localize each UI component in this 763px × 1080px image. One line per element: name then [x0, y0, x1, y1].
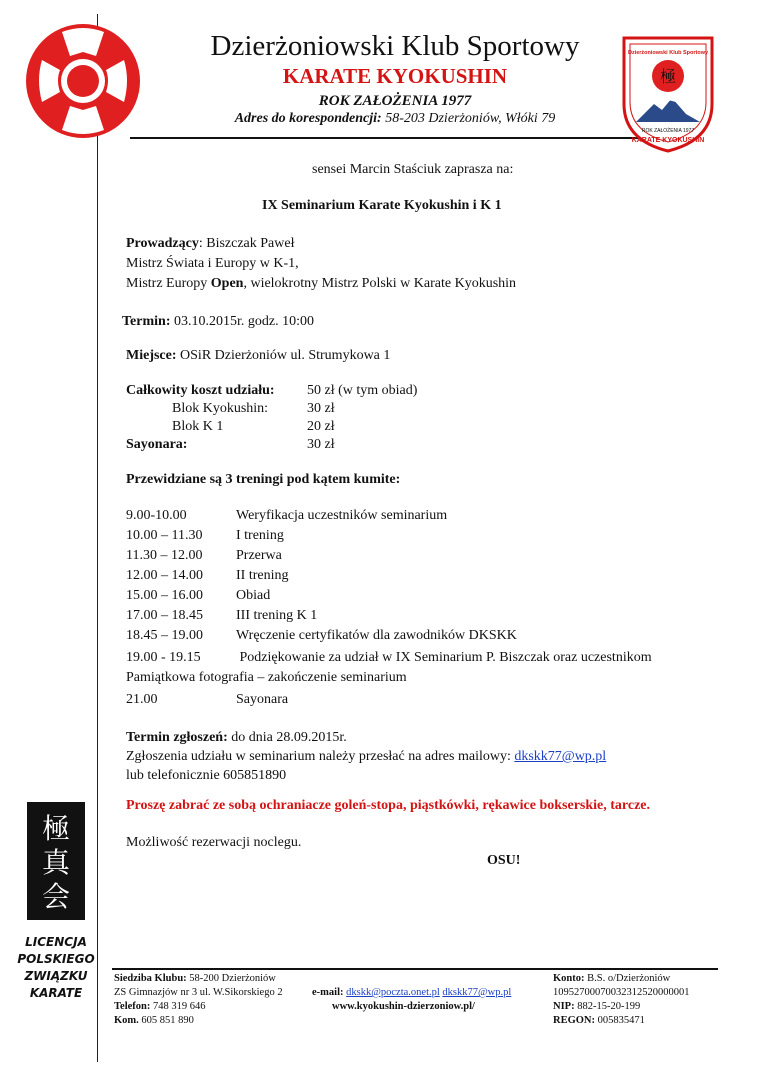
schedule-row [126, 650, 652, 666]
svg-text:Dzierżoniowski Klub Sportowy: Dzierżoniowski Klub Sportowy [627, 50, 709, 56]
license-line: ZWIĄZKU [24, 969, 88, 983]
leader-title-2a: Mistrz Europy [126, 276, 211, 291]
cost-sayonara-label: Sayonara: [126, 437, 188, 452]
deadline-block [126, 728, 606, 785]
mobile-value: 605 851 890 [138, 1015, 194, 1026]
equipment-warning: Proszę zabrać ze sobą ochraniacze goleń-stopa, piąstkówki, rękawice bokserskie, tarcze. [126, 798, 651, 813]
leader-block [126, 234, 516, 294]
schedule-desc: Sayonara [236, 692, 289, 707]
svg-text:会: 会 [41, 880, 71, 913]
svg-text:ROK ZAŁOŻENIA 1977: ROK ZAŁOŻENIA 1977 [641, 128, 695, 134]
event-title: IX Seminarium Karate Kyokushin i K 1 [262, 198, 502, 213]
deadline-phone: lub telefonicznie 605851890 [126, 768, 287, 783]
place-line [126, 348, 390, 364]
footer-bank-block [553, 972, 690, 1028]
seat-address: ZS Gimnazjów nr 3 ul. W.Sikorskiego 2 [114, 987, 283, 998]
footer-seat-block [114, 972, 283, 1028]
term-line [122, 314, 314, 330]
leader-name: : Biszczak Paweł [198, 236, 295, 251]
website-link[interactable]: www.kyokushin-dzierzoniow.pl/ [332, 1001, 475, 1012]
regon-value: 005835471 [595, 1015, 645, 1026]
schedule-time: 21.00 [126, 692, 158, 707]
header-rule [130, 137, 638, 139]
account-value: B.S. o/Dzierżoniów [584, 973, 671, 984]
email-label: e-mail: [312, 987, 344, 998]
schedule-time: 15.00 – 16.00 [126, 588, 203, 603]
schedule-desc: Weryfikacja uczestników seminarium [236, 508, 448, 523]
schedule-desc: Wręczenie certyfikatów dla zawodników DKSKK [236, 628, 517, 643]
schedule-extra-line: Pamiątkowa fotografia – zakończenie seminarium [126, 670, 407, 685]
schedule-time: 9.00-10.00 [126, 508, 187, 523]
schedule-time: 10.00 – 11.30 [126, 528, 203, 543]
license-line: LICENCJA [25, 935, 87, 949]
schedule-time: 19.00 - 19.15 [126, 650, 201, 665]
closing-osu: OSU! [487, 853, 521, 868]
kyokushin-calligraphy-icon [27, 802, 85, 920]
cost-k1-value: 20 zł [307, 419, 335, 434]
club-badge-icon [620, 34, 716, 154]
svg-text:真: 真 [41, 846, 71, 879]
email-link-onet[interactable]: dkskk@poczta.onet.pl [346, 987, 440, 998]
schedule-desc: II trening [236, 568, 289, 583]
kyokushin-kanku-logo-icon [24, 22, 142, 140]
svg-text:極: 極 [41, 812, 71, 845]
club-name-title: Dzierżoniowski Klub Sportowy [210, 30, 580, 62]
schedule-row [126, 588, 270, 604]
cost-kyokushin-label: Blok Kyokushin: [172, 401, 269, 416]
nip-label: NIP: [553, 1001, 575, 1012]
schedule-row [126, 568, 288, 584]
lodging-note: Możliwość rezerwacji noclegu. [126, 835, 302, 850]
schedule-row [126, 548, 282, 564]
leader-title-2c: , wielokrotny Mistrz Polski w Karate Kyokushin [243, 276, 517, 291]
cost-kyokushin-value: 30 zł [307, 401, 335, 416]
deadline-instructions: Zgłoszenia udziału w seminarium należy przesłać na adres mailowy: [126, 749, 515, 764]
place-label: Miejsce: [126, 348, 177, 363]
founding-year: ROK ZAŁOŻENIA 1977 [318, 93, 472, 109]
deadline-label: Termin zgłoszeń: [126, 730, 228, 745]
cost-total-label: Całkowity koszt udziału: [126, 383, 275, 398]
email-link-wp[interactable]: dkskk77@wp.pl [442, 987, 512, 998]
schedule-row [126, 608, 317, 624]
term-label: Termin: [122, 314, 171, 329]
nip-value: 882-15-20-199 [574, 1001, 641, 1012]
schedule-row [126, 628, 517, 644]
leader-title-1: Mistrz Świata i Europy w K-1, [126, 256, 299, 271]
license-line: KARATE [29, 986, 83, 1000]
phone-value: 748 319 646 [150, 1001, 206, 1012]
schedule-time: 12.00 – 14.00 [126, 568, 203, 583]
footer-rule [112, 968, 718, 970]
deadline-value: do dnia 28.09.2015r. [227, 730, 347, 745]
cost-k1-label: Blok K 1 [172, 419, 224, 434]
trainings-heading: Przewidziane są 3 treningi pod kątem kumite: [126, 472, 401, 487]
phone-label: Telefon: [114, 1001, 151, 1012]
address-value: 58-203 Dzierżoniów, Włóki 79 [385, 111, 556, 126]
leader-label: Prowadzący [126, 236, 199, 251]
schedule-time: 11.30 – 12.00 [126, 548, 203, 563]
cost-total-value: 50 zł (w tym obiad) [307, 383, 418, 398]
address-label: Adres do korespondencji: [234, 111, 382, 126]
correspondence-address [155, 111, 635, 127]
schedule-desc: III trening K 1 [236, 608, 318, 623]
deadline-email-link[interactable]: dkskk77@wp.pl [514, 749, 607, 764]
svg-text:極: 極 [659, 67, 677, 86]
left-margin-rule [97, 14, 98, 1062]
seat-label: Siedziba Klubu: [114, 973, 187, 984]
schedule-desc: Przerwa [236, 548, 282, 563]
place-value: OSiR Dzierżoniów ul. Strumykowa 1 [176, 348, 391, 363]
schedule-time: 18.45 – 19.00 [126, 628, 203, 643]
license-line: POLSKIEGO [17, 952, 95, 966]
svg-text:KARATE KYOKUSHIN: KARATE KYOKUSHIN [631, 137, 705, 144]
schedule-row [126, 528, 284, 544]
account-number: 10952700070032312520000001 [553, 987, 690, 998]
schedule-row [126, 692, 288, 708]
schedule-time: 17.00 – 18.45 [126, 608, 203, 623]
schedule-desc: Podziękowanie za udział w IX Seminarium P. Biszczak oraz uczestnikom [236, 650, 652, 665]
club-discipline-subtitle: KARATE KYOKUSHIN [282, 64, 508, 88]
account-label: Konto: [553, 973, 585, 984]
cost-sayonara-value: 30 zł [307, 437, 335, 452]
license-text [14, 934, 98, 1002]
leader-title-2b: Open [210, 276, 244, 291]
seat-value: 58-200 Dzierżoniów [186, 973, 276, 984]
regon-label: REGON: [553, 1015, 595, 1026]
footer-email-block [312, 986, 511, 1014]
schedule-desc: I trening [236, 528, 284, 543]
mobile-label: Kom. [114, 1015, 139, 1026]
term-value: 03.10.2015r. godz. 10:00 [170, 314, 314, 329]
schedule-row [126, 508, 447, 524]
schedule-desc: Obiad [236, 588, 271, 603]
intro-text: sensei Marcin Staściuk zaprasza na: [312, 162, 514, 177]
